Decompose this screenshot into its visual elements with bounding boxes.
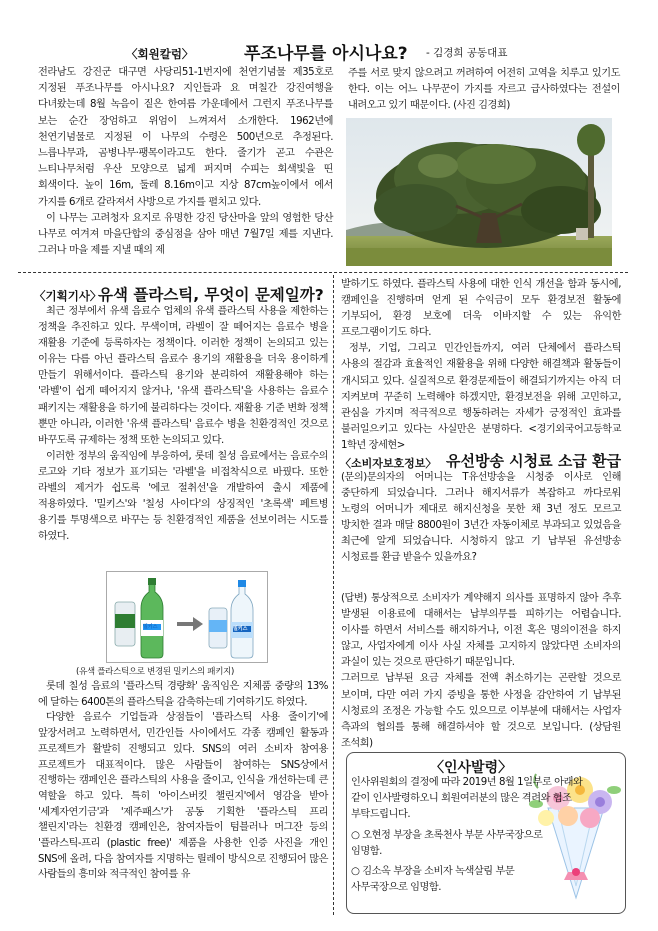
section-divider [18, 272, 628, 273]
plastic-para1: 최근 정부에서 유색 음료수 업체의 유색 플라스틱 사용을 제한하는 정책을 추진하고 있다. 무색이며, 라벨이 잘 떼어지는 음료수 병을 재활용 기준에 등록하자는 정책이다. 이러한 정책이 논의되고 있는 이유는 다름 아닌 플라스틱 음료수 용기의 재활용을 더욱 용이하게 만들기 위해서이다. 플라스틱 용기와 분리하여 재활용해야 하는 '라벨'이 쉽게 떼어지지 않거나, '유색 플라스틱'을 사용하는 음료수 패키지는 재활용을 하기에 불리하다는 것이다. 재활용 기준 변화 정책 뿐만 아니라, 이러한 '유색 플라스틱' 음료수 병을 친환경적인 것으로 바꾸도록 규제하는 정책 또한 논의되고 있다. [38, 306, 328, 446]
column-para2: 이 나무는 고려청자 요지로 유명한 강진 당산마을 앞의 영험한 당산 나무로 여겨져 마을단합의 중심점을 삼아 매년 7월7일 제를 지낸다. 그러나 마을 제를 지낼 때의 제 [38, 212, 333, 257]
milkis-label-old: 밀키스 [143, 624, 158, 630]
consumer-answer [341, 591, 621, 752]
column-title: 푸조나무를 아시나요? [244, 44, 408, 64]
column-tag: 〈회원칼럼〉 [126, 47, 194, 61]
personnel-title: 〈인사발령〉 [430, 760, 513, 776]
plastic-body-top [38, 304, 328, 545]
plastic-right-text2: 정부, 기업, 그리고 민간인들까지, 여러 단체에서 플라스틱 사용의 절감과 효율적인 재활용을 위해 다양한 해결책과 활동들이 개시되고 있다. 실질적으로 환경문제들이 해결되기까지는 아직 더 지켜보며 꾸준히 노력해야 하겠지만, 환경보전을 위해 고민하고, 관심을 가지며 적극적으로 행동하려는 자세가 긍정적인 효과를 불러일으키고 있다는 사실만은 분명하다. <경기외국어고등학교 1학년 장세현> [341, 343, 621, 451]
consumer-title: 유선방송 시청료 소급 환급 [446, 452, 622, 470]
personnel-intro: 인사위원회의 결정에 따라 2019년 8월 1일부로 아래와 같이 인사발령하오니 회원여러분의 많은 격려와 협조 부탁드립니다. [351, 777, 583, 821]
plastic-body-bottom [38, 679, 328, 883]
milkis-image [106, 571, 268, 663]
plastic-para2: 이러한 정부의 움직임에 부응하여, 롯데 칠성 음료에서는 음료수의 로고와 기타 정보가 표기되는 '라벨'을 비접착식으로 바꿨다. 또한 라벨의 제거가 쉽도록 '에코 절취선'을 개발하여 출시 제품에 적용하였다. '밀키스'와 '칠성 사이다'의 상징적인 '초록색' 페트병 용기를 투명색으로 바꾸는 등 친환경적인 제품을 선보이려는 시도를 하였다. [38, 450, 328, 543]
consumer-question: (문의)문의자의 어머니는 T유선방송을 시청중 이사로 인해 중단하게 되었습니다. 그러나 해지서류가 복잡하고 까다로워 노령의 어머니가 제대로 해지신청을 못한 채 3년 정도 모르고 방치한 결과 매달 8800원이 3년간 자동이체로 부과되고 있었음을 최근에 알게 되었습니다. 시청하지 않고 기 납부된 유선방송 시청료를 환급 받을수 있을까요? [341, 472, 621, 564]
column-para1: 전라남도 강진군 대구면 사당리51-1번지에 천연기념물 제35호로 지정된 푸조나무를 아시나요? 지인들과 요 며칠간 강진여행을 다녀왔는데 8월 녹음이 짙은 한여름 가운데에서 그런지 푸조나무를 보는 순간 장엄하고 위엄이 느껴져서 소개한다. 1962년에 천연기념물로 지정된 이 나무의 수령은 500년으로 추정된다. 느릅나무과, 곰병나무·팽목이라고도 한다. 줄기가 곧고 수관은 느티나무처럼 우산 모양으로 넓게 퍼지며 수피는 회색빛을 띤 회색이다. 높이 16m, 둘레 8.16m이고 지상 87cm높이에서 에서 가지를 6개로 갈라져서 사방으로 가지를 펼치고 있다. [38, 67, 333, 208]
plastic-right-body [341, 277, 621, 454]
plastic-tag: 〈기획기사〉 [34, 289, 102, 303]
column-body [38, 65, 333, 259]
column-divider [333, 275, 334, 915]
consumer-answer1: (답변) 통상적으로 소비자가 계약해지 의사를 표명하지 않아 추후 발생된 이용료에 대해서는 납부의무를 피하기는 어렵습니다. 이사를 하면서 서비스를 해지하거나, 이전 혹은 명의이전을 하지 않고, 사업자에게 이사 사실 자체를 고지하지 않았다면 소비자의 과실이 있는 것으로 판단하기 때문입니다. [341, 593, 621, 669]
plastic-para3: 롯데 칠성 음료의 '플라스틱 경량화' 움직임은 지체품 중량의 13%에 달하는 6400톤의 플라스틱을 감축하는데 기여하기도 하였다. [38, 681, 328, 708]
plastic-right-text: 발하기도 하였다. 플라스틱 사용에 대한 인식 개선을 함과 동시에, 캠페인을 진행하며 얻게 된 수익금이 모두 환경보전 활동에 기부되어, 환경 보호에 더욱 이바지할 수 있는 유익한 프로그램이기도 하다. [341, 279, 621, 339]
column-right-text: 주를 서로 맞지 않으려고 꺼려하여 어전히 고역을 치루고 있기도 한다. 이는 어느 나무꾼이 가지를 자르고 급사하였다는 전설이 내려오고 있기 때문이다. (사진 김경희) [348, 68, 620, 112]
plastic-para4: 다양한 음료수 기업들과 상점들이 '플라스틱 사용 줄이기'에 앞장서려고 노력하면서, 민간인들 사이에서도 각종 캠페인 활동과 프로젝트가 활발히 진행되고 있다. SNS의 여러 소비자 참여용 프로젝트가 대표적이다. 많은 사람들이 참여하는 SNS상에서 진행하는 캠페인은 플라스틱의 사용을 줄이고, 인식을 개선하는데 큰 역할을 하고 있다. 특히 '아이스버킷 챌린지'에서 영감을 받아 '세계자연기금'과 '제주패스'가 공동 기획한 '플라스틱 프리 챌린지'라는 친환경 캠페인은, 참여자들이 텀블러나 머그잔 등의 '플라스틱-프리 (plastic free)' 제품을 사용한 인증 사진을 개인 SNS에 올려, 다음 참여자를 지명하는 릴레이 방식으로 진행되어 많은 사람들의 흥미와 적극적인 참여를 유 [38, 712, 328, 881]
consumer-answer2: 그러므로 납부된 요금 자체를 전액 취소하기는 곤란할 것으로 보이며, 다만 여러 가지 증빙을 통한 사정을 감안하여 기 납부된 시청료의 조정은 가능할 수도 있으므로 이부분에 대해서는 사업자 측과의 협의를 통해 해결하셔야 할 것으로 보입니다. (상담원 조석희) [341, 673, 621, 749]
tree-photo [346, 118, 612, 266]
column-byline: - 김경희 공동대표 [426, 47, 508, 59]
milkis-caption: (유색 플라스틱으로 변경된 밀키스의 패키지) [76, 667, 235, 677]
consumer-tag: 〈소비자보호정보〉 [340, 457, 437, 470]
personnel-item-2: ○ 김소옥 부장을 소비자 녹색살림 부문 사무국장으로 임명함. [351, 866, 515, 894]
personnel-item-1: ○ 오현정 부장을 초록천사 부문 사무국장으로 임명함. [351, 830, 543, 858]
personnel-list [351, 828, 547, 896]
plastic-title: 유색 플라스틱, 무엇이 문제일까? [98, 286, 324, 304]
milkis-label-new: 밀키스 [233, 626, 248, 632]
